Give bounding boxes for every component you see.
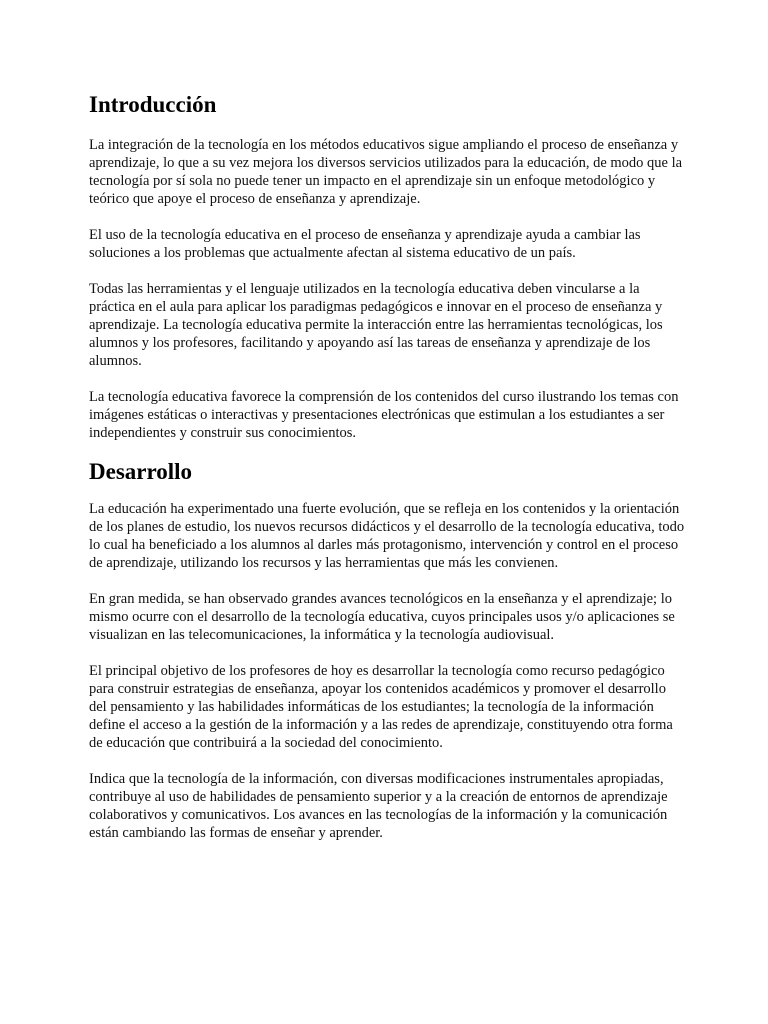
paragraph: La tecnología educativa favorece la comprensión de los contenidos del curso ilustrando los temas con imágenes estáticas o interactivas y presentaciones electrónicas que estimulan a los estudiantes a ser independientes y construir sus conocimientos. [89,389,679,441]
section-heading-desarrollo: Desarrollo [89,459,193,484]
section-heading-introduccion: Introducción [89,92,217,117]
paragraph: La integración de la tecnología en los métodos educativos sigue ampliando el proceso de enseñanza y aprendizaje, lo que a su vez mejora los diversos servicios utilizados para la educación, de modo que la tecnología por sí sola no puede tener un impacto en el aprendizaje sin un enfoque metodológico y teórico que apoye el proceso de enseñanza y aprendizaje. [89,137,683,207]
paragraph: El principal objetivo de los profesores de hoy es desarrollar la tecnología como recurso pedagógico para construir estrategias de enseñanza, apoyar los contenidos académicos y promover el desarrollo del pensamiento y las habilidades informáticas de los estudiantes; la tecnología de la información define el acceso a la gestión de la información y a las redes de aprendizaje, constituyendo otra forma de educación que contribuirá a la sociedad del conocimiento. [89,663,673,751]
paragraph: Indica que la tecnología de la información, con diversas modificaciones instrumentales apropiadas, contribuye al uso de habilidades de pensamiento superior y a la creación de entornos de aprendizaje colaborativos y comunicativos. Los avances en las tecnologías de la información y la comunicación están cambiando las formas de enseñar y aprender. [89,771,668,841]
document-page [89,91,685,842]
paragraph: La educación ha experimentado una fuerte evolución, que se refleja en los contenidos y la orientación de los planes de estudio, los nuevos recursos didácticos y el desarrollo de la tecnología educativa, todo lo cual ha beneficiado a los alumnos al darles más protagonismo, intervención y control en el proceso de aprendizaje, utilizando los recursos y las herramientas que más les convienen. [89,501,685,571]
paragraph: El uso de la tecnología educativa en el proceso de enseñanza y aprendizaje ayuda a cambiar las soluciones a los problemas que actualmente afectan al sistema educativo de un país. [89,227,641,261]
paragraph: En gran medida, se han observado grandes avances tecnológicos en la enseñanza y el aprendizaje; lo mismo ocurre con el desarrollo de la tecnología educativa, cuyos principales usos y/o aplicaciones se visualizan en las telecomunicaciones, la informática y la tecnología audiovisual. [89,591,675,643]
paragraph: Todas las herramientas y el lenguaje utilizados en la tecnología educativa deben vincularse a la práctica en el aula para aplicar los paradigmas pedagógicos e innovar en el proceso de enseñanza y aprendizaje. La tecnología educativa permite la interacción entre las herramientas tecnológicas, los alumnos y los profesores, facilitando y apoyando así las tareas de enseñanza y aprendizaje de los alumnos. [89,281,663,369]
